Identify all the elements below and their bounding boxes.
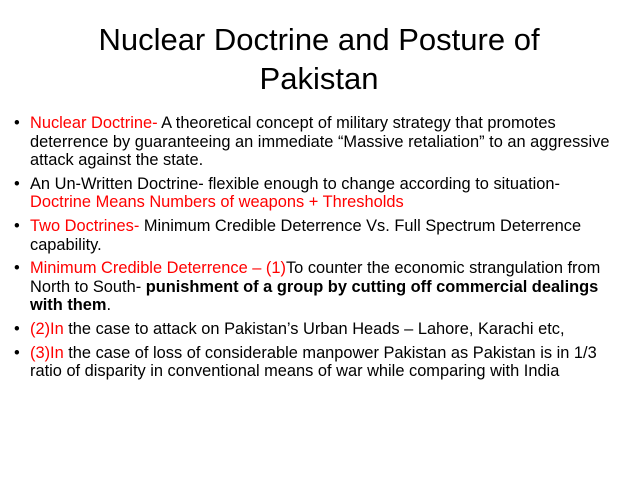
bullet-highlight: Nuclear Doctrine- <box>30 114 158 132</box>
bullet-highlight: Doctrine Means Numbers of weapons + Thresholds <box>30 193 404 212</box>
bullet-highlight: (3)In <box>30 343 64 362</box>
bullet-minimum-credible-deterrence <box>14 259 618 315</box>
bullet-text: Minimum Credible Deterrence Vs. Full Spectrum Deterrence capability. <box>30 216 582 254</box>
bullet-bold-text: punishment of a group by cutting off commercial dealings with them <box>30 277 599 315</box>
bullet-urban-heads <box>14 320 618 339</box>
bullet-manpower-loss <box>14 344 618 381</box>
bullet-text: the case to attack on Pakistan’s Urban Heads – Lahore, Karachi etc, <box>63 319 565 338</box>
bullet-unwritten-doctrine <box>14 175 618 212</box>
bullet-highlight: Two Doctrines- <box>30 216 140 235</box>
bullet-highlight: Minimum Credible Deterrence – (1) <box>30 259 286 278</box>
bullet-text: the case of loss of considerable manpower Pakistan as Pakistan is in 1/3 ratio of disparity in conventional means of war while comparing with India <box>30 343 597 381</box>
bullet-two-doctrines <box>14 217 618 254</box>
bullet-end: . <box>106 296 112 315</box>
bullet-list <box>14 114 618 386</box>
bullet-text: An Un-Written Doctrine- flexible enough to change according to situation- <box>30 174 560 193</box>
bullet-text: A theoretical concept of military strategy that promotes deterrence by guaranteeing an immediate “Massive retaliation” to an aggressive attack against the state. <box>30 114 610 170</box>
bullet-nuclear-doctrine <box>14 114 618 170</box>
bullet-text: To counter the economic strangulation from North to South- <box>30 259 601 296</box>
bullet-highlight: (2)In <box>30 319 64 338</box>
slide-title: Nuclear Doctrine and Posture of Pakistan <box>98 22 540 96</box>
